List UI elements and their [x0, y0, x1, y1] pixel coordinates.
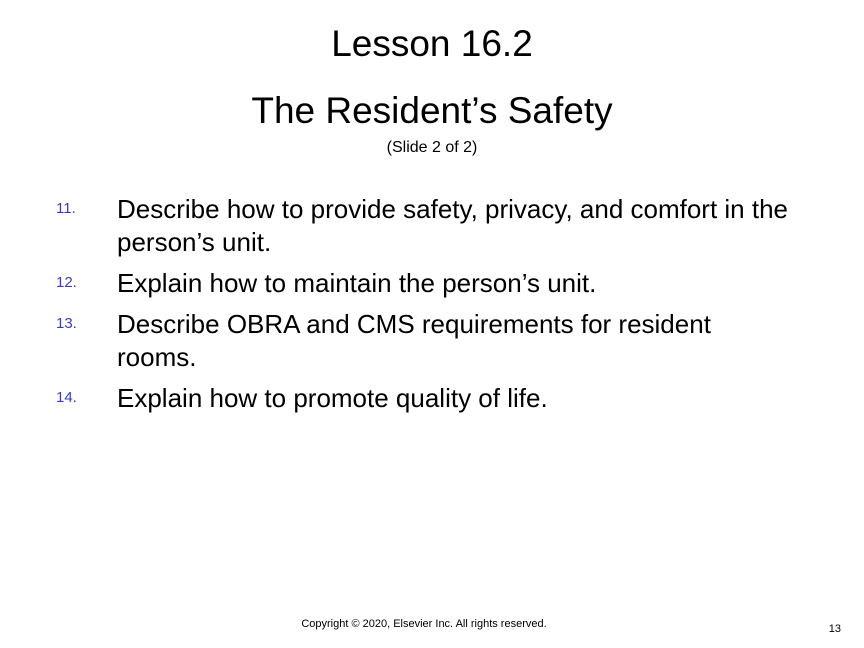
page-number: 13: [828, 623, 841, 635]
objectives-list: [56, 193, 796, 423]
objective-item: [56, 308, 796, 374]
objective-text: Explain how to promote quality of life.: [117, 383, 548, 413]
objective-item: [56, 267, 796, 300]
slide-indicator: (Slide 2 of 2): [386, 139, 478, 156]
slide-subtitle: The Resident’s Safety: [251, 90, 613, 131]
objective-text: Describe OBRA and CMS requirements for resident rooms.: [117, 309, 711, 372]
copyright-notice: Copyright © 2020, Elsevier Inc. All rights reserved.: [301, 618, 547, 630]
objective-item: [56, 382, 796, 415]
objective-number: 11.: [56, 200, 76, 217]
objective-text: Describe how to provide safety, privacy, and comfort in the person’s unit.: [117, 194, 789, 257]
objective-item: [56, 193, 796, 259]
objective-number: 14.: [56, 389, 77, 406]
objective-number: 12.: [56, 274, 77, 291]
objective-number: 13.: [56, 315, 77, 332]
lesson-title: Lesson 16.2: [331, 23, 533, 64]
objective-text: Explain how to maintain the person’s unit.: [117, 268, 597, 298]
